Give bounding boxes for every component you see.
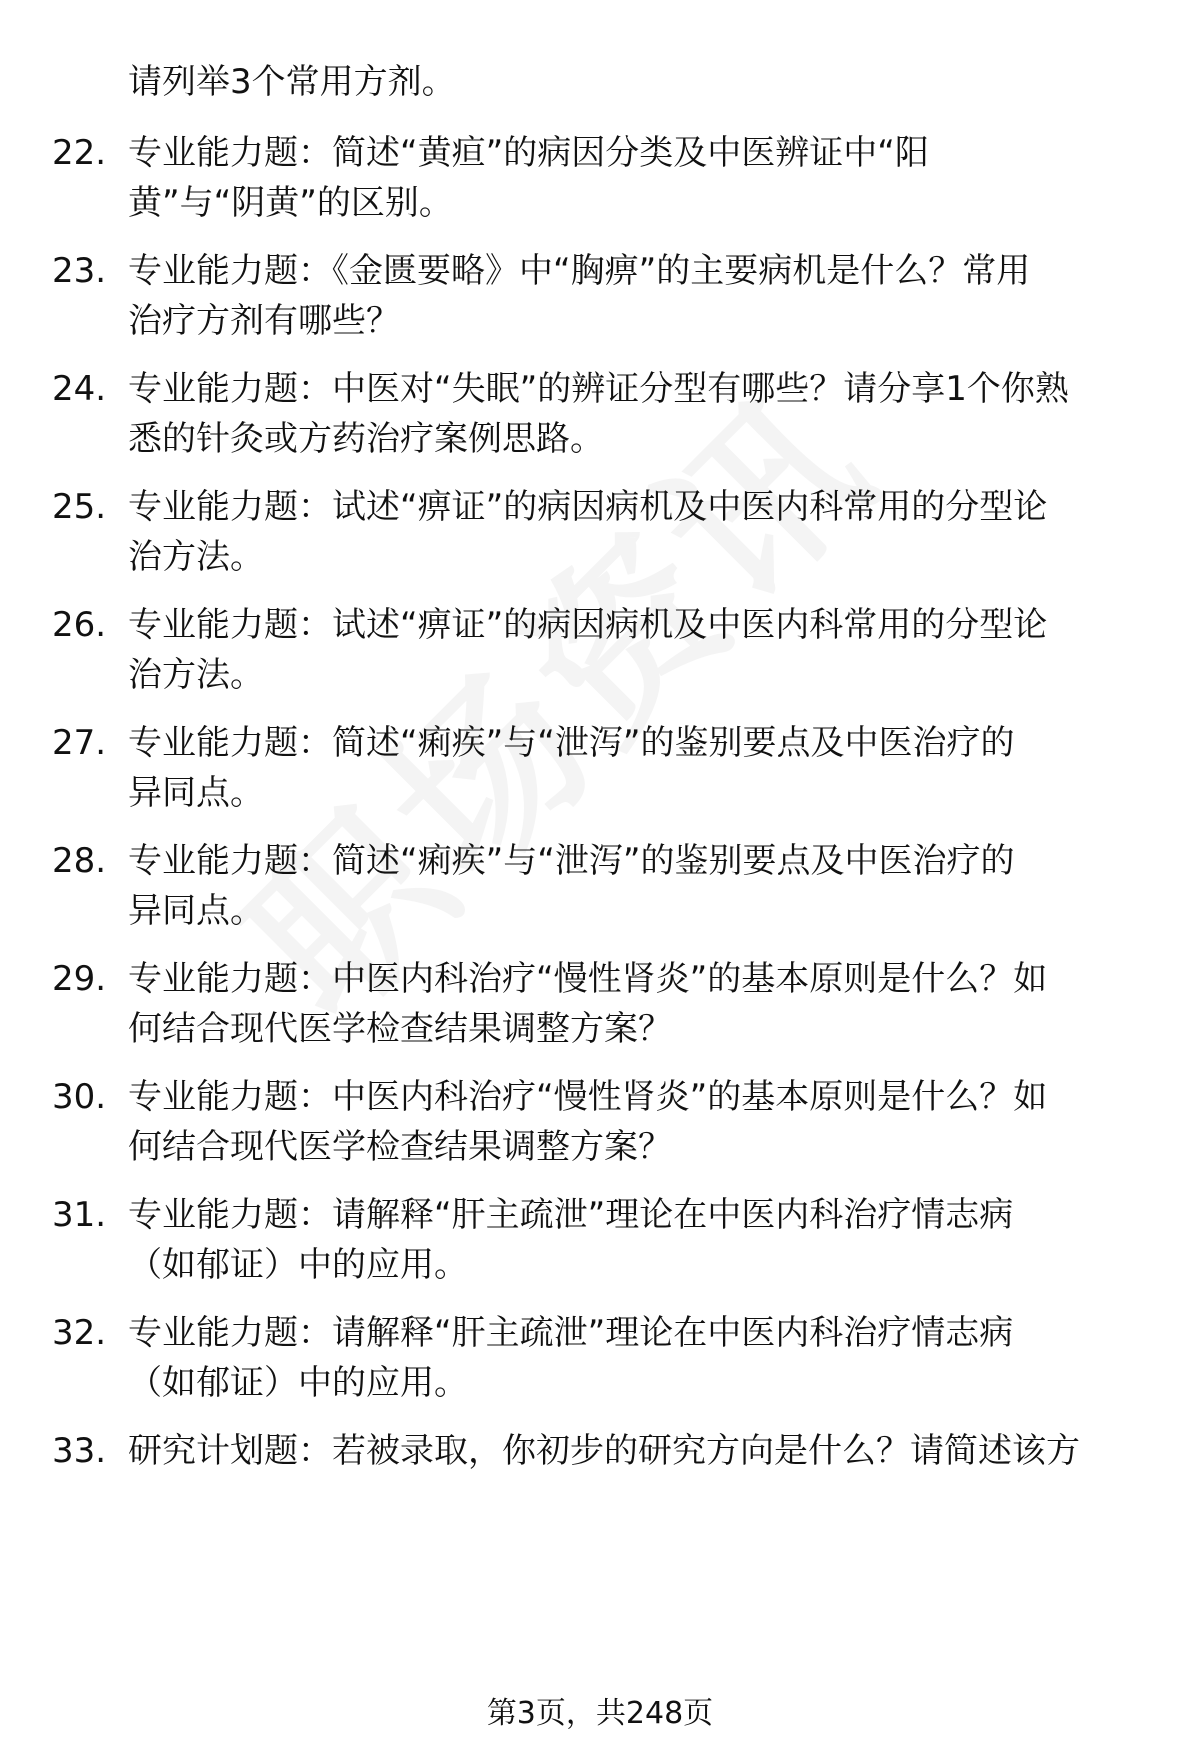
question-number: 28. [52, 841, 107, 881]
page-footer: 第3页，共248页 [486, 1696, 714, 1731]
question-item [0, 1308, 1200, 1408]
question-line: 异同点。 [128, 773, 264, 813]
question-line: 专业能力题：试述“痹证”的病因病机及中医内科常用的分型论 [128, 487, 1048, 527]
question-line: 悉的针灸或方药治疗案例思路。 [128, 419, 604, 459]
question-line: 专业能力题：简述“痢疾”与“泄泻”的鉴别要点及中医治疗的 [128, 841, 1015, 881]
question-item [0, 718, 1200, 818]
question-text [128, 1426, 1168, 1476]
question-number: 26. [52, 605, 107, 645]
question-item [0, 954, 1200, 1054]
question-number: 33. [52, 1431, 107, 1471]
question-item [0, 1426, 1200, 1476]
question-number: 31. [52, 1195, 107, 1235]
question-line: 治方法。 [128, 537, 264, 577]
question-text [128, 364, 1168, 464]
question-number: 29. [52, 959, 107, 999]
question-text [128, 128, 1168, 228]
question-line: （如郁证）中的应用。 [128, 1363, 468, 1403]
question-line: 专业能力题：《金匮要略》中“胸痹”的主要病机是什么？常用 [128, 251, 1031, 291]
question-text [128, 1308, 1168, 1408]
question-line: 何结合现代医学检查结果调整方案？ [128, 1009, 672, 1049]
question-line: 何结合现代医学检查结果调整方案？ [128, 1127, 672, 1167]
question-line: 研究计划题：若被录取，你初步的研究方向是什么？请简述该方 [128, 1431, 1080, 1471]
question-item [0, 482, 1200, 582]
question-line: 专业能力题：试述“痹证”的病因病机及中医内科常用的分型论 [128, 605, 1048, 645]
question-line: 治疗方剂有哪些？ [128, 301, 400, 341]
question-line: 异同点。 [128, 891, 264, 931]
question-item [0, 128, 1200, 228]
question-line: 专业能力题：简述“痢疾”与“泄泻”的鉴别要点及中医治疗的 [128, 723, 1015, 763]
question-item [0, 600, 1200, 700]
question-number: 24. [52, 369, 107, 409]
question-line: 专业能力题：请解释“肝主疏泄”理论在中医内科治疗情志病 [128, 1195, 1014, 1235]
question-text [128, 1190, 1168, 1290]
question-line: 专业能力题：中医内科治疗“慢性肾炎”的基本原则是什么？如 [128, 1077, 1048, 1117]
question-item [0, 1072, 1200, 1172]
question-number: 27. [52, 723, 107, 763]
question-text [128, 954, 1168, 1054]
question-text [128, 482, 1168, 582]
question-line: 专业能力题：请解释“肝主疏泄”理论在中医内科治疗情志病 [128, 1313, 1014, 1353]
question-number: 22. [52, 133, 107, 173]
question-text [128, 1072, 1168, 1172]
question-line: 专业能力题：中医内科治疗“慢性肾炎”的基本原则是什么？如 [128, 959, 1048, 999]
question-line: 专业能力题：简述“黄疸”的病因分类及中医辨证中“阳 [128, 133, 929, 173]
question-text [128, 718, 1168, 818]
question-line: 专业能力题：中医对“失眠”的辨证分型有哪些？请分享1个你熟 [128, 369, 1069, 409]
question-text [128, 836, 1168, 936]
continued-question-text: 请列举3个常用方剂。 [128, 62, 456, 102]
question-item [0, 246, 1200, 346]
question-text [128, 246, 1168, 346]
question-line: （如郁证）中的应用。 [128, 1245, 468, 1285]
question-item [0, 364, 1200, 464]
question-number: 30. [52, 1077, 107, 1117]
question-number: 23. [52, 251, 107, 291]
question-number: 32. [52, 1313, 107, 1353]
question-line: 黄”与“阴黄”的区别。 [128, 183, 453, 223]
question-number: 25. [52, 487, 107, 527]
question-item [0, 836, 1200, 936]
question-item [0, 1190, 1200, 1290]
question-line: 治方法。 [128, 655, 264, 695]
question-text [128, 600, 1168, 700]
